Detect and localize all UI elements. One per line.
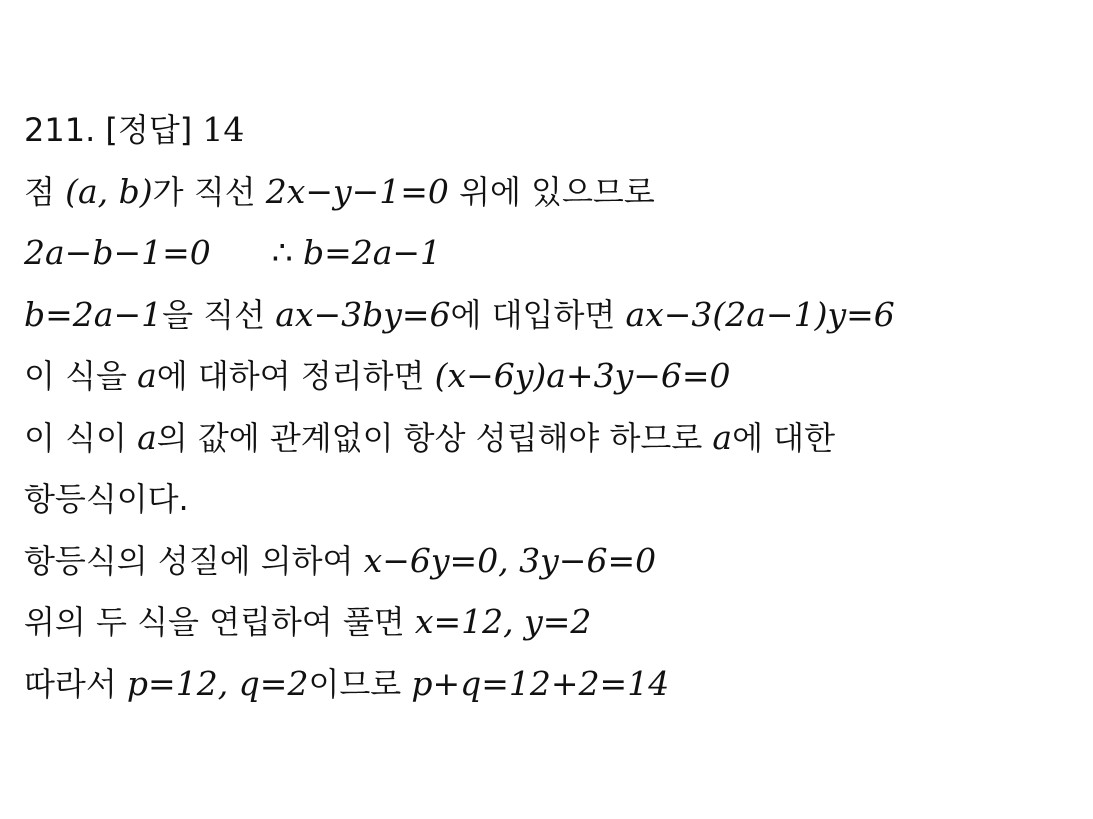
answer-value: 14: [202, 110, 245, 149]
solution-line-7: [24, 537, 1074, 599]
text: 위에 있으므로: [459, 172, 655, 211]
text: 에 대하여 정리하면: [156, 357, 425, 395]
math-equations: x−6y=0, 3y−6=0: [363, 540, 657, 580]
math-values: p=12, q=2: [126, 663, 309, 703]
text: 항등식의 성질에 의하여: [24, 541, 354, 580]
math-equation: b=2a−1: [24, 294, 163, 334]
math-line-equation: ax−3by=6: [275, 294, 451, 334]
text: 에 대입하면: [450, 295, 616, 334]
math-solution: x=12, y=2: [414, 602, 592, 641]
math-variable: a: [137, 356, 157, 395]
solution-line-1: [24, 168, 1074, 230]
text: 가 직선: [152, 172, 256, 211]
math-line-equation: 2x−y−1=0: [265, 171, 449, 211]
text: 의 값에 관계없이 항상 성립해야 하므로: [156, 418, 703, 457]
math-final-answer: p+q=12+2=14: [411, 663, 670, 703]
text: 을 직선: [162, 295, 266, 334]
math-equation: 2a−b−1=0: [24, 233, 211, 272]
problem-number: 211.: [24, 111, 96, 149]
math-variable: a: [137, 417, 157, 457]
math-equation: ax−3(2a−1)y=6: [625, 294, 895, 334]
text: 따라서: [24, 664, 117, 703]
math-variable: a: [712, 417, 733, 457]
solution-line-2: [24, 229, 1074, 291]
text: 이 식을: [24, 357, 127, 395]
text: 항등식이다.: [24, 480, 189, 518]
solution-line-4: [24, 352, 1074, 414]
math-point: (a, b): [65, 171, 153, 211]
answer-label: [정답]: [105, 111, 193, 149]
answer-header: [24, 106, 1074, 168]
text: 위의 두 식을 연립하여 풀면: [24, 603, 405, 641]
solution-line-6: [24, 475, 1074, 537]
text: 점: [24, 172, 55, 211]
text: 이 식이: [24, 418, 127, 457]
math-equation: b=2a−1: [302, 233, 442, 272]
text: 이므로: [308, 664, 402, 703]
solution-line-9: [24, 660, 1074, 722]
solution-line-3: [24, 291, 1074, 353]
solution-line-5: [24, 414, 1074, 476]
therefore-symbol: ∴: [271, 233, 293, 272]
math-equation: (x−6y)a+3y−6=0: [434, 356, 731, 395]
text: 에 대한: [732, 418, 836, 457]
solution-document: [24, 106, 1074, 721]
solution-line-8: [24, 598, 1074, 660]
